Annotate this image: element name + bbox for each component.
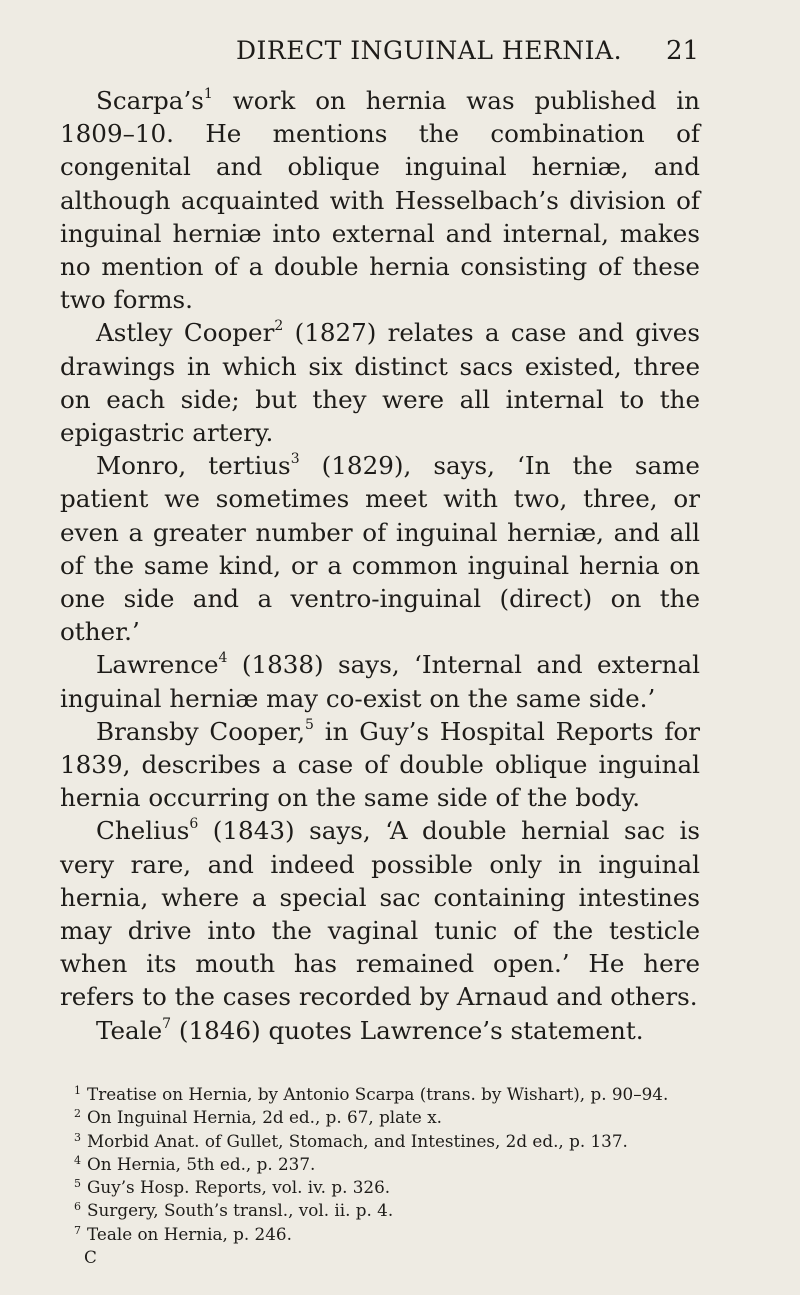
paragraph-text: work on hernia was published in 1809–10. He mentions the combination of congenital and oblique inguinal herniæ, and although acquainted with Hesselbach’s division of inguinal herniæ into external and internal, makes no mention of a double hernia consisting of these two forms.	[60, 86, 700, 315]
paragraph-text: Monro, tertius	[96, 451, 291, 481]
footnote	[60, 1130, 700, 1153]
footnote-mark: 6	[74, 1200, 81, 1214]
paragraph-text: (1829), says, ‘In the same patient we sometimes meet with two, three, or even a greater number of inguinal herniæ, and all of the same kind, or a common inguinal hernia on one side and a ventro-inguinal (direct) on the other.’	[60, 451, 700, 647]
paragraph-text: (1846) quotes Lawrence’s statement.	[171, 1015, 644, 1045]
body-text	[60, 84, 700, 1047]
footnote	[60, 1083, 700, 1106]
footnote-ref: 7	[162, 1015, 172, 1032]
paragraph-text: Astley Cooper	[96, 318, 275, 348]
footnote-mark: 5	[74, 1177, 81, 1191]
footnote-ref: 2	[274, 318, 284, 335]
paragraph-text: (1843) says, ‘A double hernial sac is very rare, and indeed possible only in inguinal hernia, where a special sac containing intestines may drive into the vaginal tunic of the testicle when its mouth has remained open.’ He here refers to the cases recorded by Arnaud and others.	[60, 816, 700, 1012]
footnote-mark: 3	[74, 1130, 81, 1144]
paragraph	[60, 84, 700, 316]
footnote-mark: 4	[74, 1153, 81, 1167]
footnote-mark: 1	[74, 1084, 81, 1097]
footnote-ref: 3	[290, 451, 300, 468]
footnote-text: Teale on Hernia, p. 246.	[87, 1223, 292, 1244]
footnote	[60, 1223, 700, 1246]
footnote	[60, 1106, 700, 1129]
paragraph	[60, 648, 700, 714]
footnote-text: Treatise on Hernia, by Antonio Scarpa (trans. by Wishart), p. 90–94.	[87, 1084, 669, 1104]
paragraph	[60, 814, 700, 1013]
page-number: 21	[666, 36, 700, 66]
paragraph-text: (1827) relates a case and gives drawings in which six distinct sacs existed, three on each side; but they were all internal to the epigastric artery.	[60, 318, 700, 448]
footnote-text: On Hernia, 5th ed., p. 237.	[87, 1153, 316, 1174]
signature-mark: C	[84, 1247, 97, 1268]
paragraph-text: Chelius	[96, 816, 190, 846]
footnote-ref: 4	[218, 650, 228, 667]
footnote	[60, 1176, 700, 1199]
footnote-text: On Inguinal Hernia, 2d ed., p. 67, plate x.	[87, 1107, 442, 1128]
paragraph-text: Teale	[96, 1015, 163, 1045]
paragraph-text: (1838) says, ‘Internal and external inguinal herniæ may co-exist on the same side.’	[60, 650, 700, 713]
footnote-text: Guy’s Hosp. Reports, vol. iv. p. 326.	[87, 1177, 391, 1198]
page-header	[0, 36, 800, 70]
paragraph	[60, 715, 700, 815]
paragraph-text: in Guy’s Hospital Reports for 1839, describes a case of double oblique inguinal hernia occurring on the same side of the body.	[60, 716, 700, 813]
paragraph-text: Bransby Cooper,	[96, 716, 306, 746]
paragraph-text: Scarpa’s	[96, 86, 204, 115]
footnote-mark: 7	[74, 1223, 81, 1237]
footnotes	[60, 1083, 700, 1269]
paragraph	[60, 316, 700, 449]
footnote-ref: 1	[203, 86, 213, 102]
footnote-text: Morbid Anat. of Gullet, Stomach, and Intestines, 2d ed., p. 137.	[87, 1130, 628, 1151]
paragraph-text: Lawrence	[96, 650, 219, 680]
footnote	[60, 1199, 700, 1222]
paragraph	[60, 449, 700, 648]
footnote-text: Surgery, South’s transl., vol. ii. p. 4.	[87, 1200, 394, 1221]
footnote-ref: 5	[305, 716, 314, 733]
footnote-mark: 2	[74, 1107, 81, 1121]
paragraph	[60, 1014, 700, 1047]
footnote-ref: 6	[189, 816, 199, 833]
running-head: DIRECT INGUINAL HERNIA.	[236, 36, 623, 65]
footnote	[60, 1153, 700, 1176]
